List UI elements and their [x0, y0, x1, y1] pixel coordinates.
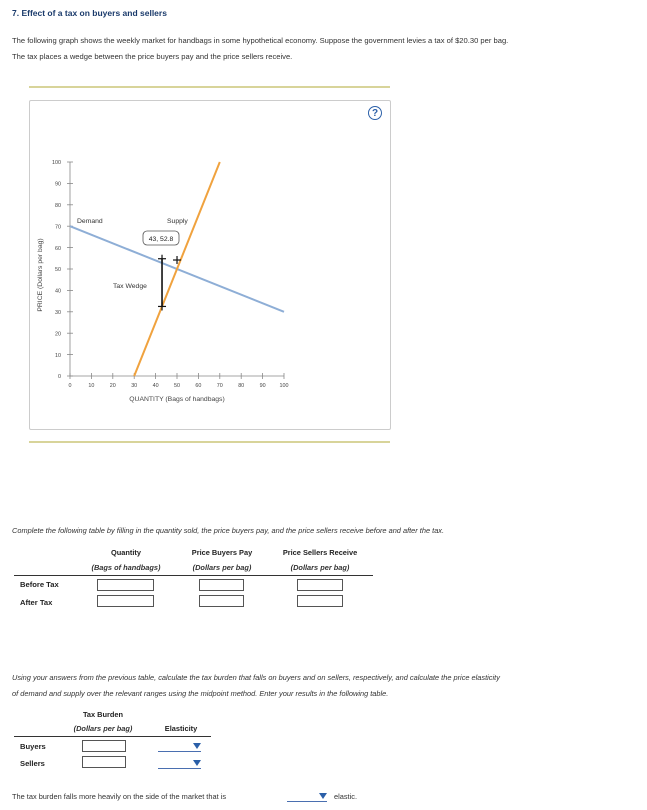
col-elasticity-header: Elasticity	[164, 724, 198, 733]
x-tick-label: 100	[279, 383, 289, 389]
supply-label: Supply	[167, 218, 188, 225]
row-sellers-label: Sellers	[20, 759, 45, 768]
elastic-side-dropdown[interactable]	[287, 790, 327, 802]
col-quantity-subheader: (Bags of handbags)	[91, 563, 161, 572]
y-tick-label: 100	[52, 160, 61, 167]
x-tick-label: 50	[174, 383, 180, 389]
x-tick-label: 30	[131, 383, 138, 389]
chevron-down-icon	[193, 743, 201, 749]
chevron-down-icon	[193, 760, 201, 766]
y-tick-label: 50	[55, 267, 61, 274]
after-tax-quantity-input[interactable]	[97, 595, 154, 607]
y-tick-label: 60	[55, 245, 61, 252]
y-tick-label: 90	[55, 181, 61, 188]
col-sellers-receive-subheader: (Dollars per bag)	[290, 563, 350, 572]
row-before-tax-label: Before Tax	[20, 580, 59, 589]
x-tick-label: 70	[216, 383, 223, 389]
intro-line-1: The following graph shows the weekly market for handbags in some hypothetical economy. Suppose the government levies a tax of $20.30 per bag.	[12, 36, 509, 45]
table2-instructions	[12, 670, 500, 702]
before-tax-sellers-receive-input[interactable]	[297, 579, 343, 591]
table2-instructions-line-1: Using your answers from the previous table, calculate the tax burden that falls on buyers and on sellers, respectively, and calculate the price elasticity	[12, 673, 500, 682]
x-tick-label: 0	[68, 383, 72, 389]
x-tick-label: 40	[152, 383, 159, 389]
tax-wedge-label: Tax Wedge	[113, 283, 147, 290]
buyers-elasticity-dropdown[interactable]	[158, 740, 201, 752]
x-tick-label: 90	[259, 383, 266, 389]
y-axis-label: PRICE (Dollars per bag)	[37, 238, 44, 312]
before-tax-quantity-input[interactable]	[97, 579, 154, 591]
axes	[52, 160, 289, 389]
row-buyers-label: Buyers	[20, 742, 46, 751]
before-tax-buyers-pay-input[interactable]	[199, 579, 244, 591]
x-tick-label: 20	[109, 383, 116, 389]
col-tax-burden-header: Tax Burden	[82, 710, 124, 719]
y-tick-label: 40	[55, 288, 61, 295]
after-tax-sellers-receive-input[interactable]	[297, 595, 343, 607]
y-tick-label: 0	[58, 374, 61, 381]
footer-sentence-end: elastic.	[334, 792, 358, 801]
y-tick-label: 30	[55, 310, 61, 316]
supply-curve	[134, 162, 220, 376]
col-buyers-pay-subheader: (Dollars per bag)	[192, 563, 252, 572]
y-tick-label: 10	[55, 352, 61, 359]
demand-label: Demand	[77, 218, 103, 225]
footer-sentence-start: The tax burden falls more heavily on the side of the market that is	[12, 792, 227, 801]
equilibrium-label: 43, 52.8	[148, 236, 174, 243]
intro-line-2: The tax places a wedge between the price buyers pay and the price sellers receive.	[12, 52, 293, 61]
table2-instructions-line-2: of demand and supply over the relevant ranges using the midpoint method. Enter your results in the following table.	[12, 689, 389, 698]
sellers-elasticity-dropdown[interactable]	[158, 757, 201, 769]
help-icon[interactable]: ?	[368, 106, 382, 120]
x-tick-label: 80	[238, 383, 245, 389]
col-quantity-header: Quantity	[111, 548, 141, 557]
tax-wedge[interactable]	[158, 255, 181, 311]
sellers-tax-burden-input[interactable]	[82, 756, 126, 768]
y-tick-label: 80	[55, 203, 61, 209]
y-tick-label: 70	[55, 224, 61, 231]
after-tax-buyers-pay-input[interactable]	[199, 595, 244, 607]
row-after-tax-label: After Tax	[20, 598, 53, 607]
table1-instructions: Complete the following table by filling in the quantity sold, the price buyers pay, and the price sellers receive before and after the tax.	[12, 526, 445, 535]
question-title: 7. Effect of a tax on buyers and sellers	[12, 8, 167, 18]
table1-header-rule	[14, 575, 373, 576]
x-axis-label: QUANTITY (Bags of handbags)	[129, 396, 225, 403]
buyers-tax-burden-input[interactable]	[82, 740, 126, 752]
col-sellers-receive-header: Price Sellers Receive	[282, 548, 358, 557]
x-tick-label: 10	[88, 383, 95, 389]
col-buyers-pay-header: Price Buyers Pay	[191, 548, 253, 557]
chevron-down-icon	[319, 793, 327, 799]
table2-header-rule	[14, 736, 211, 737]
y-tick-label: 20	[55, 331, 61, 338]
col-tax-burden-subheader: (Dollars per bag)	[73, 724, 133, 733]
x-tick-label: 60	[195, 383, 202, 389]
divider-bottom	[29, 441, 390, 443]
series-lines	[70, 162, 284, 376]
